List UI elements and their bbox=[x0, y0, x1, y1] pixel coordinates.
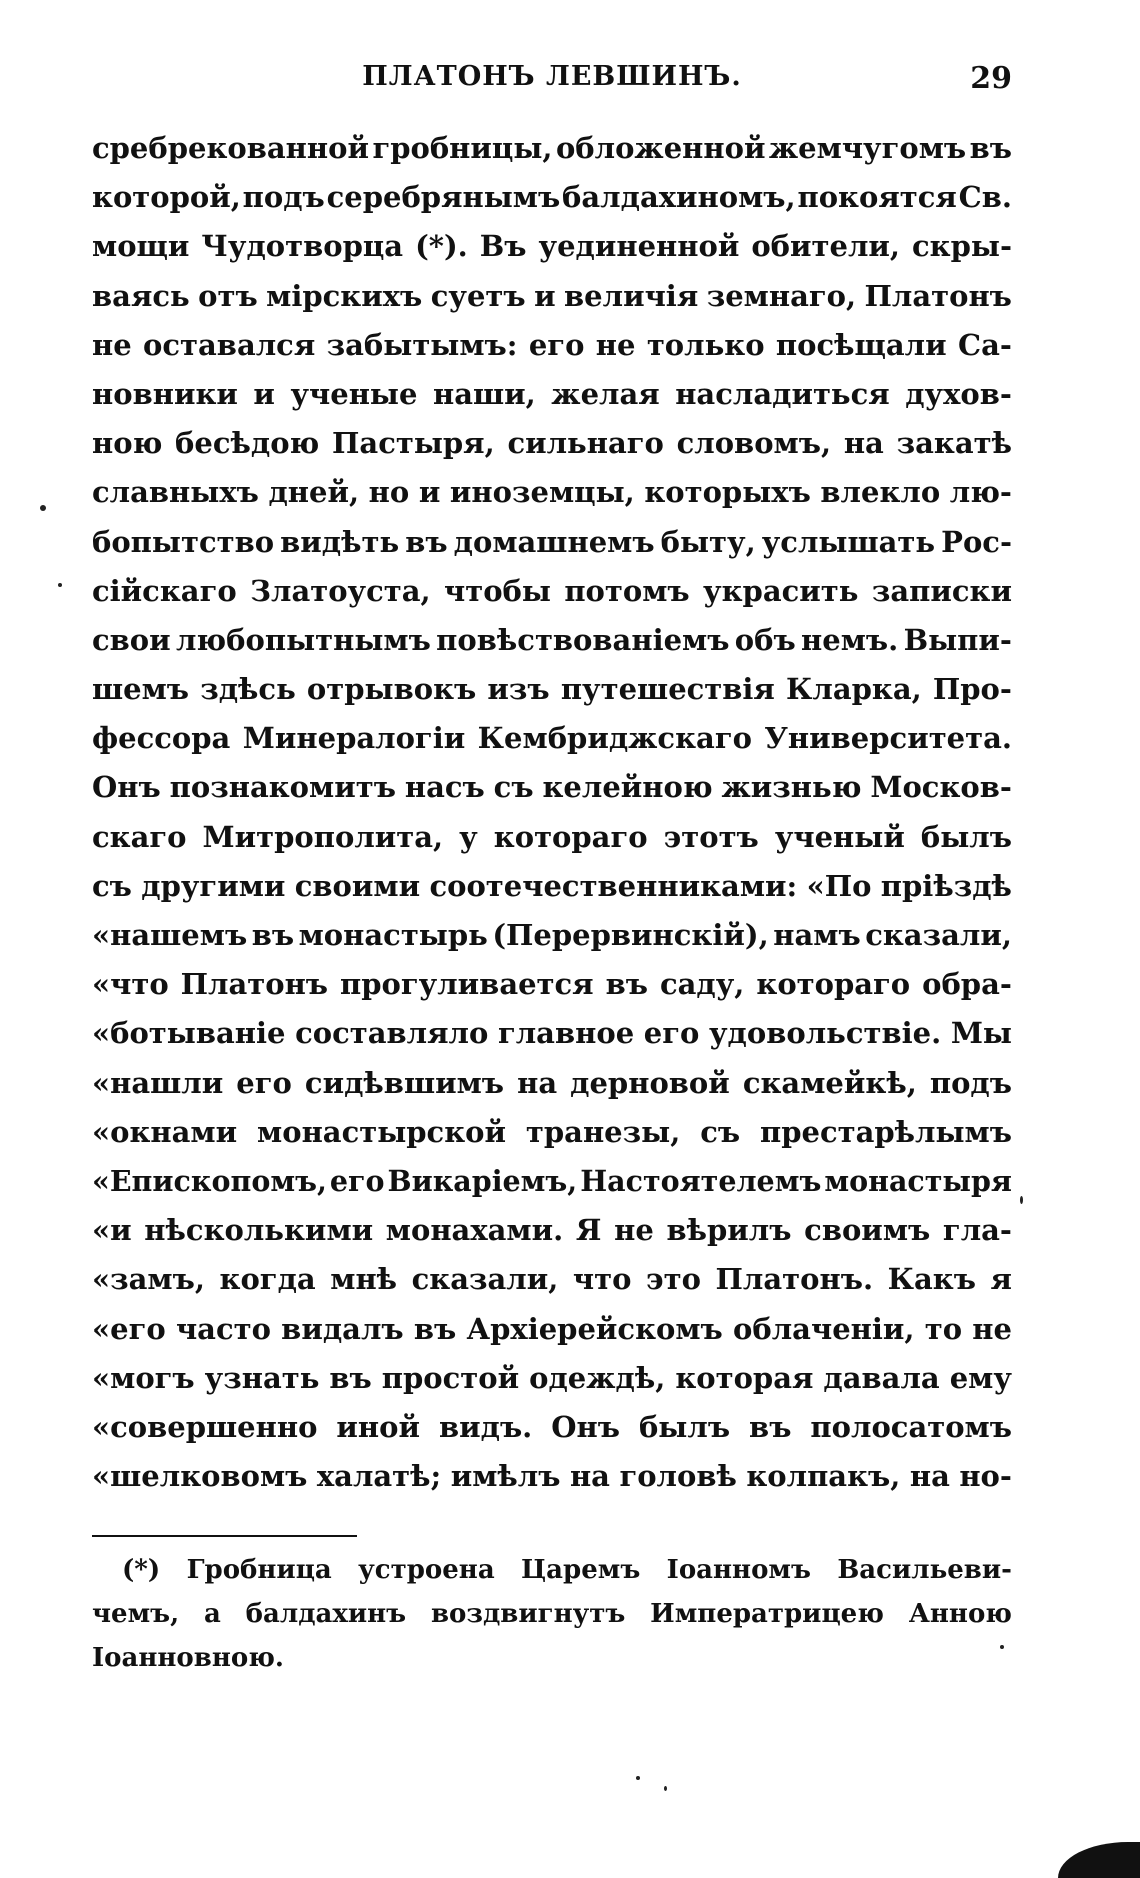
footnote-line: Іоанновною. bbox=[92, 1643, 284, 1673]
text-line: «нашемъ въ монастырь (Перервинскій), намъ сказали, bbox=[92, 918, 1012, 952]
text-line: скаго Митрополита, у котораго этотъ ученый былъ bbox=[92, 819, 1012, 854]
text-line: сребрекованной гробницы, обложенной жемчугомъ въ bbox=[92, 131, 1012, 165]
text-line: бопытство видѣть въ домашнемъ быту, услышать Рос- bbox=[92, 524, 1012, 559]
scan-speck bbox=[1020, 1196, 1023, 1204]
text-line: не оставался забытымъ: его не только посѣщали Са- bbox=[92, 327, 1012, 362]
text-line: которой, подъ серебрянымъ балдахиномъ, покоятся Св. bbox=[92, 180, 1012, 215]
text-line: ваясь отъ мірскихъ суетъ и величія земнаго, Платонъ bbox=[92, 278, 1012, 313]
running-head bbox=[92, 55, 1012, 105]
text-line: «Епископомъ, его Викаріемъ, Настоятелемъ монастыря bbox=[92, 1163, 1012, 1198]
text-line: славныхъ дней, но и иноземцы, которыхъ влекло лю- bbox=[92, 475, 1012, 510]
scan-speck bbox=[1000, 1645, 1004, 1649]
scan-speck bbox=[40, 505, 46, 511]
scan-speck bbox=[636, 1776, 640, 1780]
footnote-rule bbox=[92, 1535, 357, 1537]
corner-ink-blot bbox=[1058, 1842, 1140, 1878]
text-line: «окнами монастырской транезы, съ престарѣлымъ bbox=[92, 1114, 1012, 1149]
text-line: «его часто видалъ въ Архіерейскомъ облаченіи, то не bbox=[92, 1311, 1012, 1346]
text-line: свои любопытнымъ повѣствованіемъ объ немъ. Выпи- bbox=[92, 622, 1012, 657]
text-line: сійскаго Златоуста, чтобы потомъ украсить записки bbox=[92, 573, 1012, 608]
text-line: «ботываніе составляло главное его удовольствіе. Мы bbox=[92, 1016, 1012, 1051]
text-line: «замъ, когда мнѣ сказали, что это Платонъ. Какъ я bbox=[92, 1262, 1012, 1297]
body-text bbox=[92, 124, 1012, 1501]
text-line: «могъ узнать въ простой одеждѣ, которая давала ему bbox=[92, 1360, 1012, 1395]
text-line: Онъ познакомитъ насъ съ келейною жизнью Москов- bbox=[92, 770, 1012, 805]
text-line: фессора Минералогіи Кембриджскаго Университета. bbox=[92, 721, 1012, 756]
text-line: ною бесѣдою Пастыря, сильнаго словомъ, на закатѣ bbox=[92, 426, 1012, 461]
footnotes bbox=[92, 1548, 1012, 1680]
text-line: «нашли его сидѣвшимъ на дерновой скамейкѣ, подъ bbox=[92, 1065, 1012, 1100]
text-line: новники и ученые наши, желая насладиться духов- bbox=[92, 376, 1012, 411]
text-line: «совершенно иной видъ. Онъ былъ въ полосатомъ bbox=[92, 1409, 1012, 1444]
text-line: мощи Чудотворца (*). Въ уединенной обители, скры- bbox=[92, 229, 1012, 264]
scan-speck bbox=[664, 1786, 667, 1791]
text-line: «шелковомъ халатѣ; имѣлъ на головѣ колпакъ, на но- bbox=[92, 1459, 1012, 1494]
footnote-line: (*) Гробница устроена Царемъ Іоанномъ Васильеви- bbox=[122, 1555, 1012, 1585]
text-line: съ другими своими соотечественниками: «По пріѣздѣ bbox=[92, 868, 1012, 903]
running-title: ПЛАТОНЪ ЛЕВШИНЪ. bbox=[362, 61, 742, 92]
footnote-line: чемъ, а балдахинъ воздвигнутъ Императрицею Анною bbox=[92, 1599, 1012, 1629]
text-line: «и нѣсколькими монахами. Я не вѣрилъ своимъ гла- bbox=[92, 1213, 1012, 1248]
text-line: шемъ здѣсь отрывокъ изъ путешествія Кларка, Про- bbox=[92, 672, 1012, 707]
page-number: 29 bbox=[970, 61, 1012, 96]
scan-speck bbox=[58, 583, 62, 587]
text-line: «что Платонъ прогуливается въ саду, котораго обра- bbox=[92, 967, 1012, 1002]
